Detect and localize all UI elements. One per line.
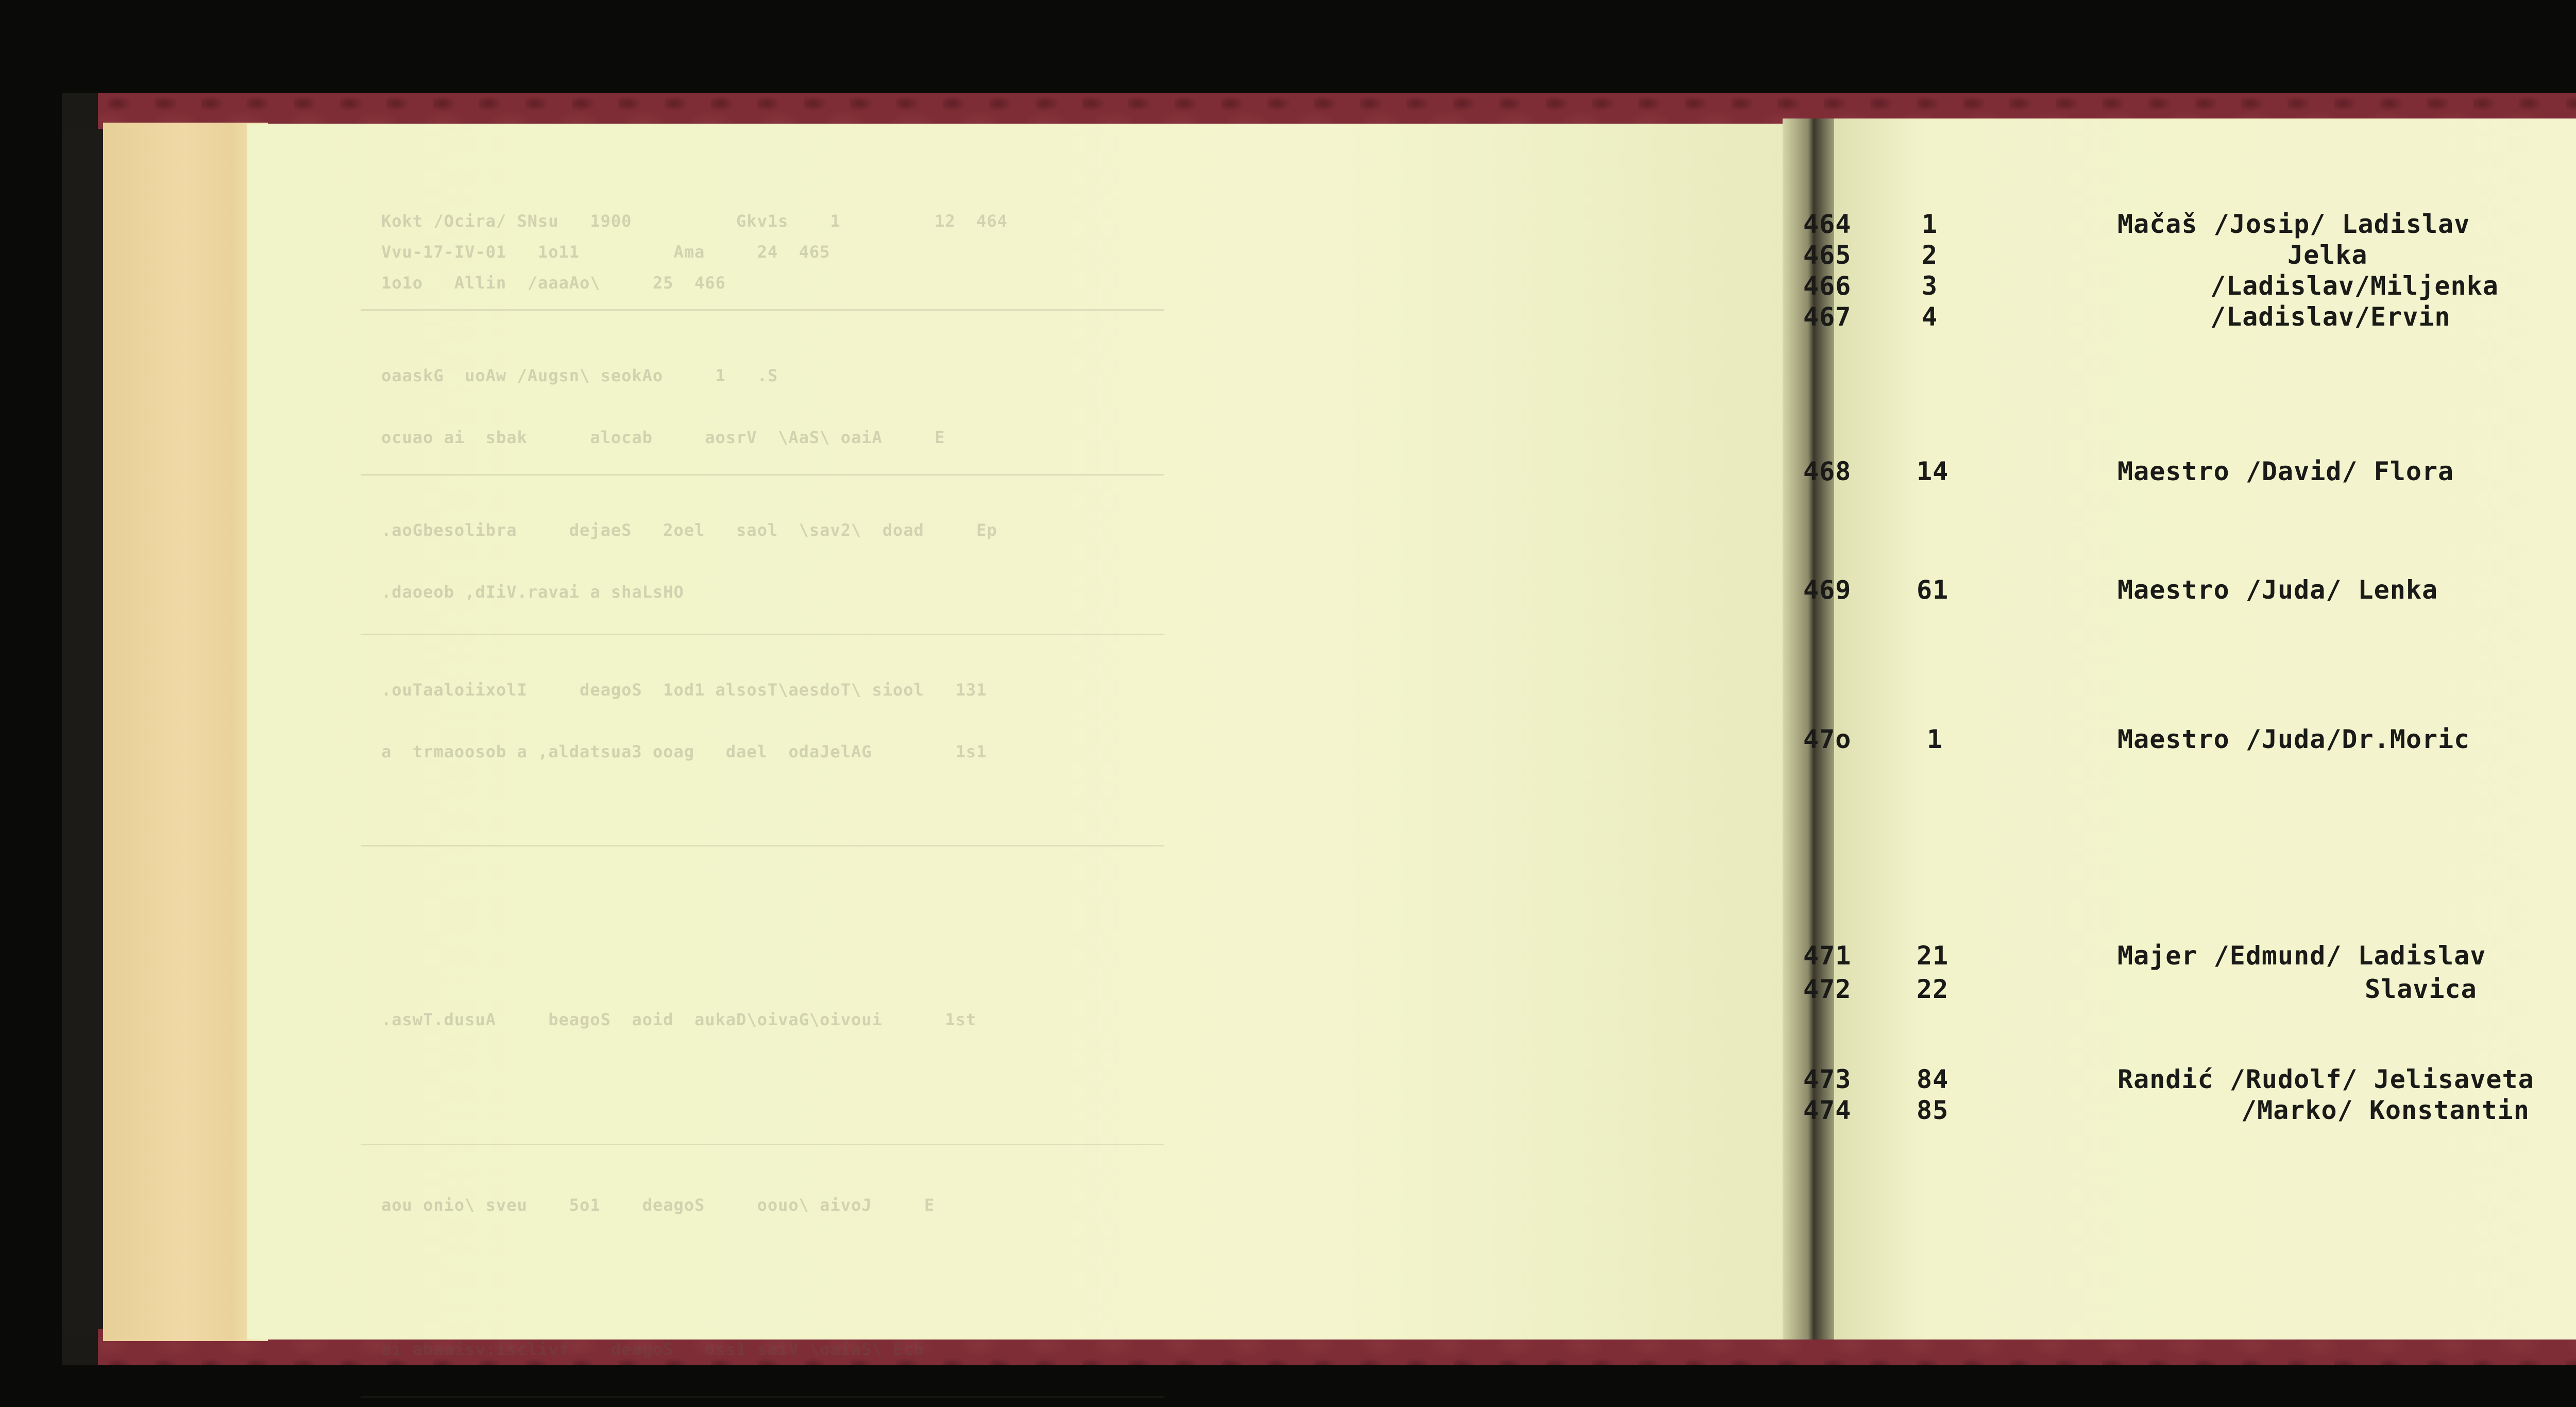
entry-number: 471 [1803, 941, 1852, 971]
entry-number: 466 [1803, 271, 1852, 301]
entry-name: /Ladislav/Ervin [2210, 302, 2451, 332]
entry-name: Maestro /Juda/Dr.Moric [2117, 724, 2470, 754]
entry-number: 465 [1803, 240, 1852, 270]
entry-file-number: 2 [1922, 240, 1938, 270]
entry-file-number: 4 [1922, 302, 1938, 332]
bleed-through-text: .ouTaaloiixolI deagoS 1od1 alsosT\aesdoT\ siool 131 [381, 680, 987, 700]
bleed-through-text: Kokt /Ocira/ SNsu 1900 Gkv1s 1 12 464 [381, 211, 1008, 231]
entry-file-number: 3 [1922, 271, 1938, 301]
bleed-through-text: 1o1o Allin /aaaAo\ 25 466 [381, 273, 726, 293]
corner-protector-top-left [62, 93, 98, 129]
entry-file-number: 14 [1917, 456, 1949, 486]
left-spine-edge [62, 129, 103, 1329]
entry-name: /Marko/ Konstantin [2241, 1095, 2530, 1125]
entry-name: Maestro /Juda/ Lenka [2117, 575, 2438, 605]
entry-number: 464 [1803, 209, 1852, 239]
bleed-through-text: aou onio\ sveu 5o1 deagoS oouo\ aivoJ E [381, 1195, 935, 1215]
bleed-through-text: Vvu-17-IV-01 1o11 Ama 24 465 [381, 242, 831, 262]
entry-file-number: 61 [1917, 575, 1949, 605]
bleed-through-rule [361, 309, 1164, 311]
entry-name: Maestro /David/ Flora [2117, 456, 2454, 486]
entry-number: 472 [1803, 974, 1852, 1004]
entry-file-number: 84 [1917, 1064, 1949, 1094]
entry-file-number: 1 [1922, 209, 1938, 239]
entry-number: 473 [1803, 1064, 1852, 1094]
entry-file-number: 21 [1917, 941, 1949, 971]
bleed-through-rule [361, 634, 1164, 635]
entry-number: 47o [1803, 724, 1852, 754]
entry-number: 467 [1803, 302, 1852, 332]
bleed-through-text: oaaskG uoAw /Augsn\ seokAo 1 .S [381, 366, 778, 385]
entry-name: Mačaš /Josip/ Ladislav [2117, 209, 2470, 239]
bleed-through-text: .aoGbesolibra dejaeS 2oel saol \sav2\ doad Ep [381, 520, 997, 540]
entry-name: Jelka [2287, 240, 2368, 270]
entry-number: 468 [1803, 456, 1852, 486]
entry-number: 469 [1803, 575, 1852, 605]
bleed-through-text: .aswT.dusuA beagoS aoid aukaD\oivaG\oivoui 1st [381, 1010, 977, 1029]
bleed-through-text: a trmaoosob a ,aldatsua3 ooag dael odaJelAG 1s1 [381, 742, 987, 761]
bleed-through-text: .daoeob ,dIiV.ravai a shaLsHO [381, 582, 684, 602]
entry-file-number: 22 [1917, 974, 1949, 1004]
bleed-through-rule [361, 1144, 1164, 1145]
bleed-through-rule [361, 1396, 1164, 1398]
entry-file-number: 1 [1927, 724, 1943, 754]
entry-number: 474 [1803, 1095, 1852, 1125]
corner-protector-bottom-left [62, 1329, 98, 1365]
entry-name: Randić /Rudolf/ Jelisaveta [2117, 1064, 2534, 1094]
entry-file-number: 85 [1917, 1095, 1949, 1125]
bleed-through-rule [361, 474, 1164, 476]
entry-name: Majer /Edmund/ Ladislav [2117, 941, 2486, 971]
entry-name: /Ladislav/Miljenka [2210, 271, 2499, 301]
entry-name: Slavica [2365, 974, 2477, 1004]
bleed-through-text: ai abaaisv:isclivf deagoS oss1 saiV \oaiaS\ Ecb [381, 1340, 924, 1359]
bleed-through-text: ocuao ai sbak alocab aosrV \AaS\ oaiA E [381, 428, 945, 447]
bleed-through-rule [361, 845, 1164, 846]
left-page [247, 124, 1788, 1359]
